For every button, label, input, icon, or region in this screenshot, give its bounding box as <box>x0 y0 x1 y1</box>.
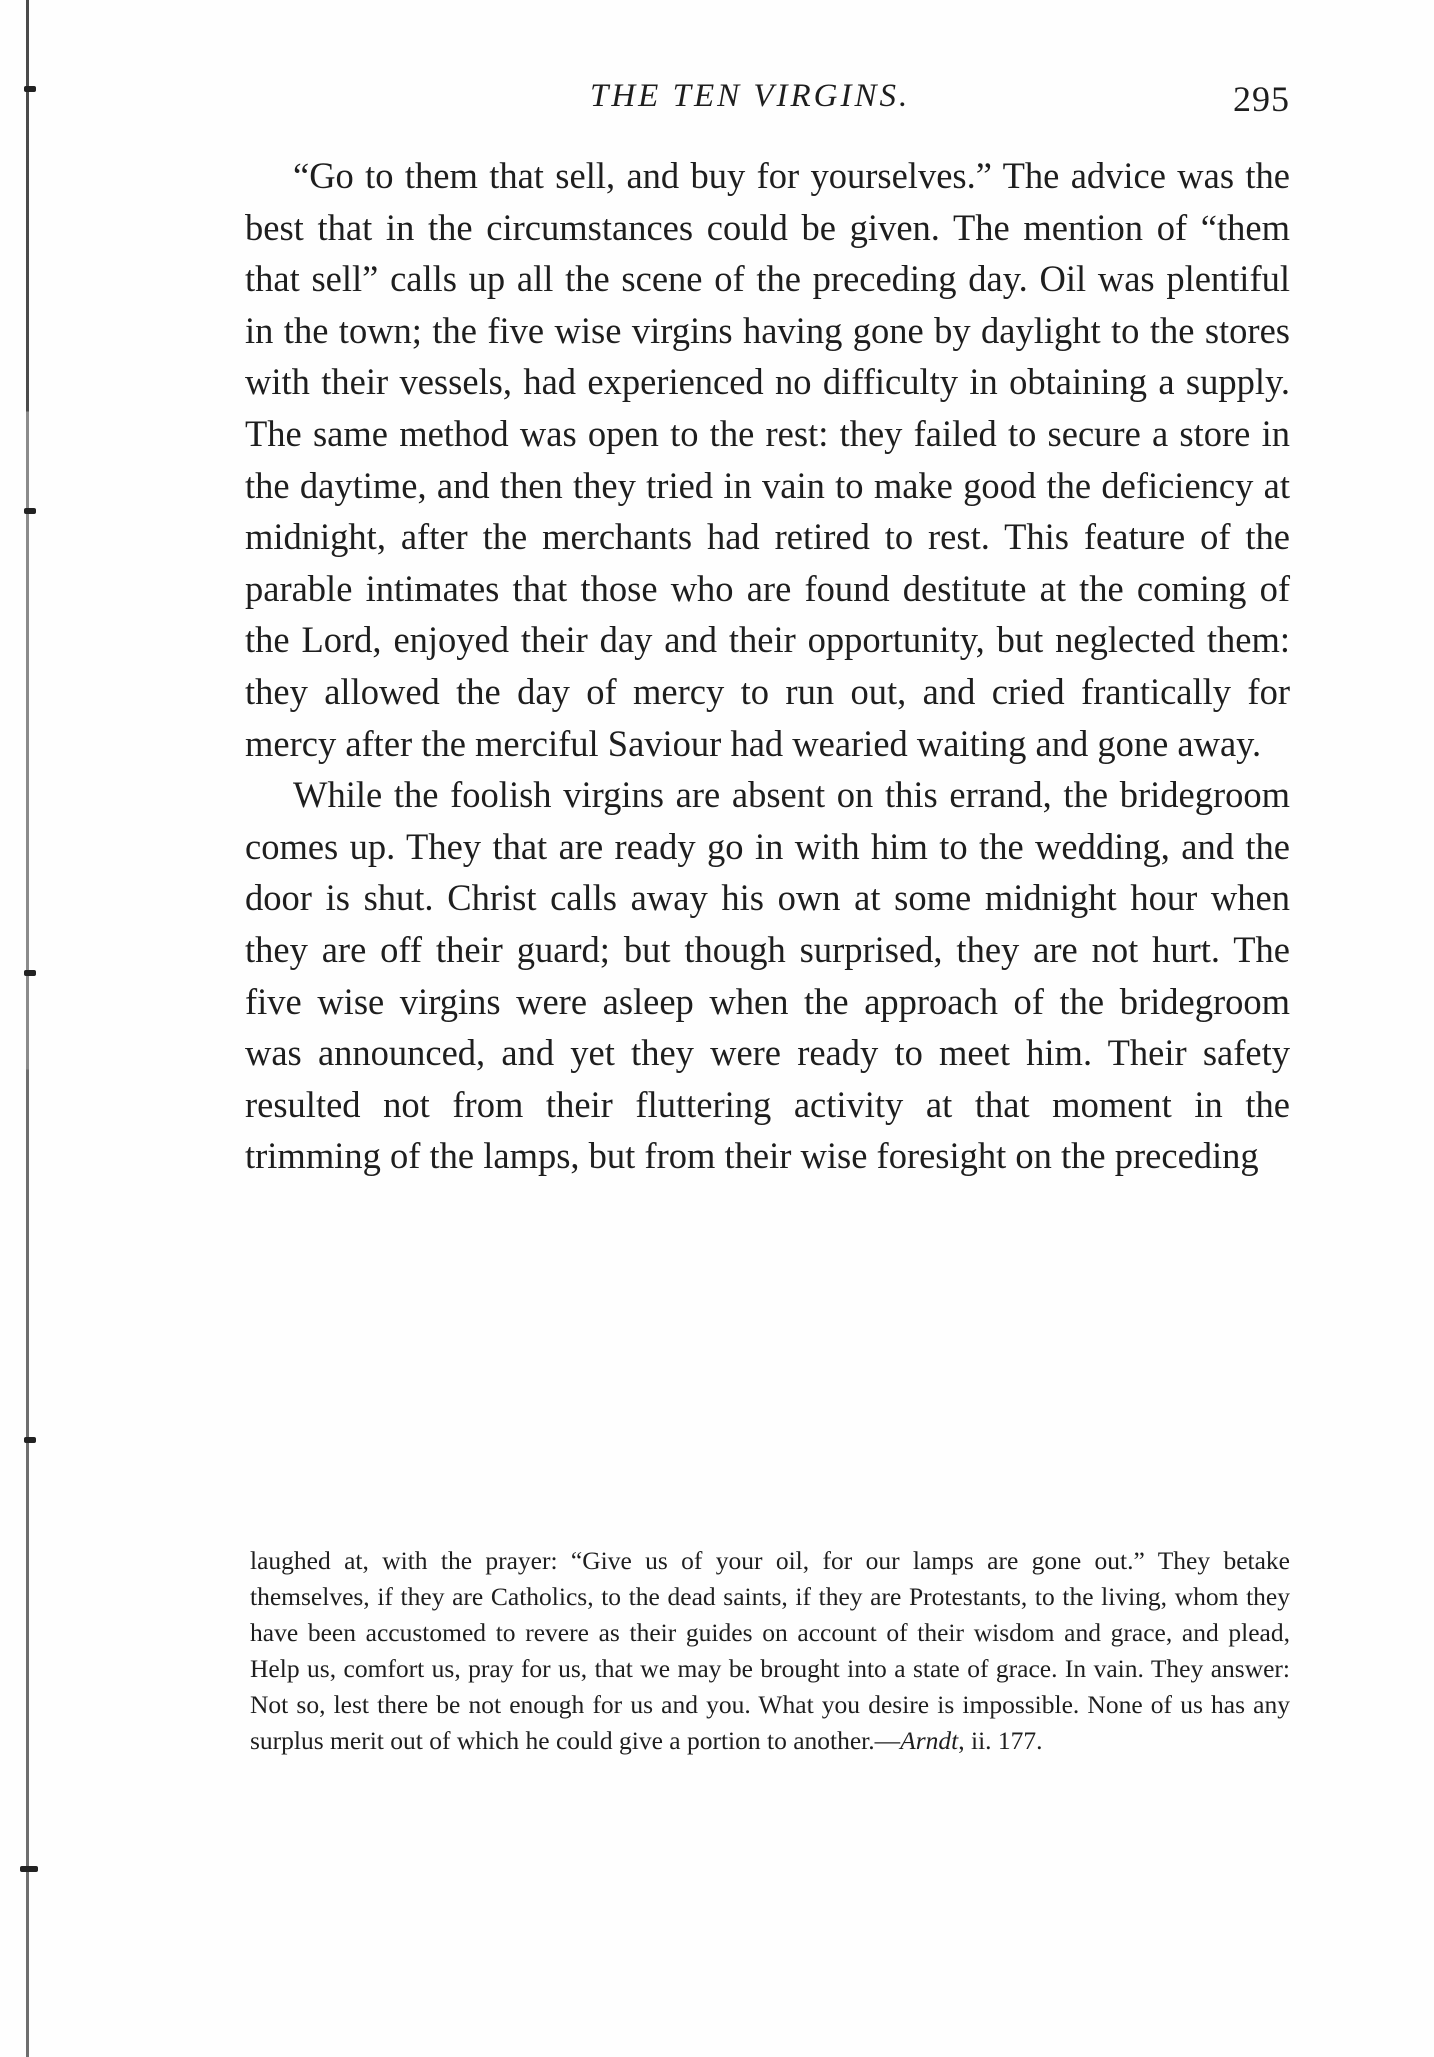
body-paragraph: While the foolish virgins are absent on this errand, the bridegroom comes up. They that are ready go in with him to the wedding, and the door is shut. Christ calls away his own at some midnight hour when they are off their guard; but though surprised, they are not hurt. The five wise virgins were asleep when the approach of the bridegroom was announced, and yet they were ready to meet him. Their safety resulted not from their fluttering activity at that moment in the trimming of the lamps, but from their wise foresight on the preceding <box>245 774 1290 1177</box>
footnote-reference: , ii. 177. <box>958 1726 1043 1755</box>
footnote-text: laughed at, with the prayer: “Give us of your oil, for our lamps are gone out.” They betake themselves, if they are Catholics, to the dead saints, if they are Protestants, to the living, whom they have been accustomed to revere as their guides on account of their wisdom and grace, and plead, Help us, comfort us, pray for us, that we may be brought into a state of grace. In vain. They answer: Not so, lest there be not enough for us and you. What you desire is impossible. None of us has any surplus merit out of which he could give a portion to another.— <box>250 1546 1290 1755</box>
running-head <box>245 78 1290 128</box>
footnote <box>250 1543 1290 1759</box>
running-title: THE TEN VIRGINS. <box>590 78 911 114</box>
body-text <box>245 150 1290 1182</box>
scan-margin-mark <box>24 970 36 976</box>
scan-margin-mark <box>24 508 36 514</box>
scan-margin-rule <box>26 0 29 2057</box>
scan-margin-mark <box>20 1866 38 1872</box>
scan-margin-mark <box>24 86 36 92</box>
body-paragraph: “Go to them that sell, and buy for yourselves.” The advice was the best that in the circumstances could be given. The mention of “them that sell” calls up all the scene of the preceding day. Oil was plentiful in the town; the five wise virgins having gone by daylight to the stores with their vessels, had experienced no difficulty in obtaining a supply. The same method was open to the rest: they failed to secure a store in the daytime, and then they tried in vain to make good the deficiency at midnight, after the merchants had retired to rest. This feature of the parable intimates that those who are found destitute at the coming of the Lord, enjoyed their day and their opportunity, but neglected them: they allowed the day of mercy to run out, and cried frantically for mercy after the merciful Saviour had wearied waiting and gone away. <box>245 155 1290 764</box>
page-number: 295 <box>1233 79 1290 119</box>
footnote-source: Arndt <box>900 1726 959 1755</box>
scan-margin-mark <box>24 1437 36 1443</box>
